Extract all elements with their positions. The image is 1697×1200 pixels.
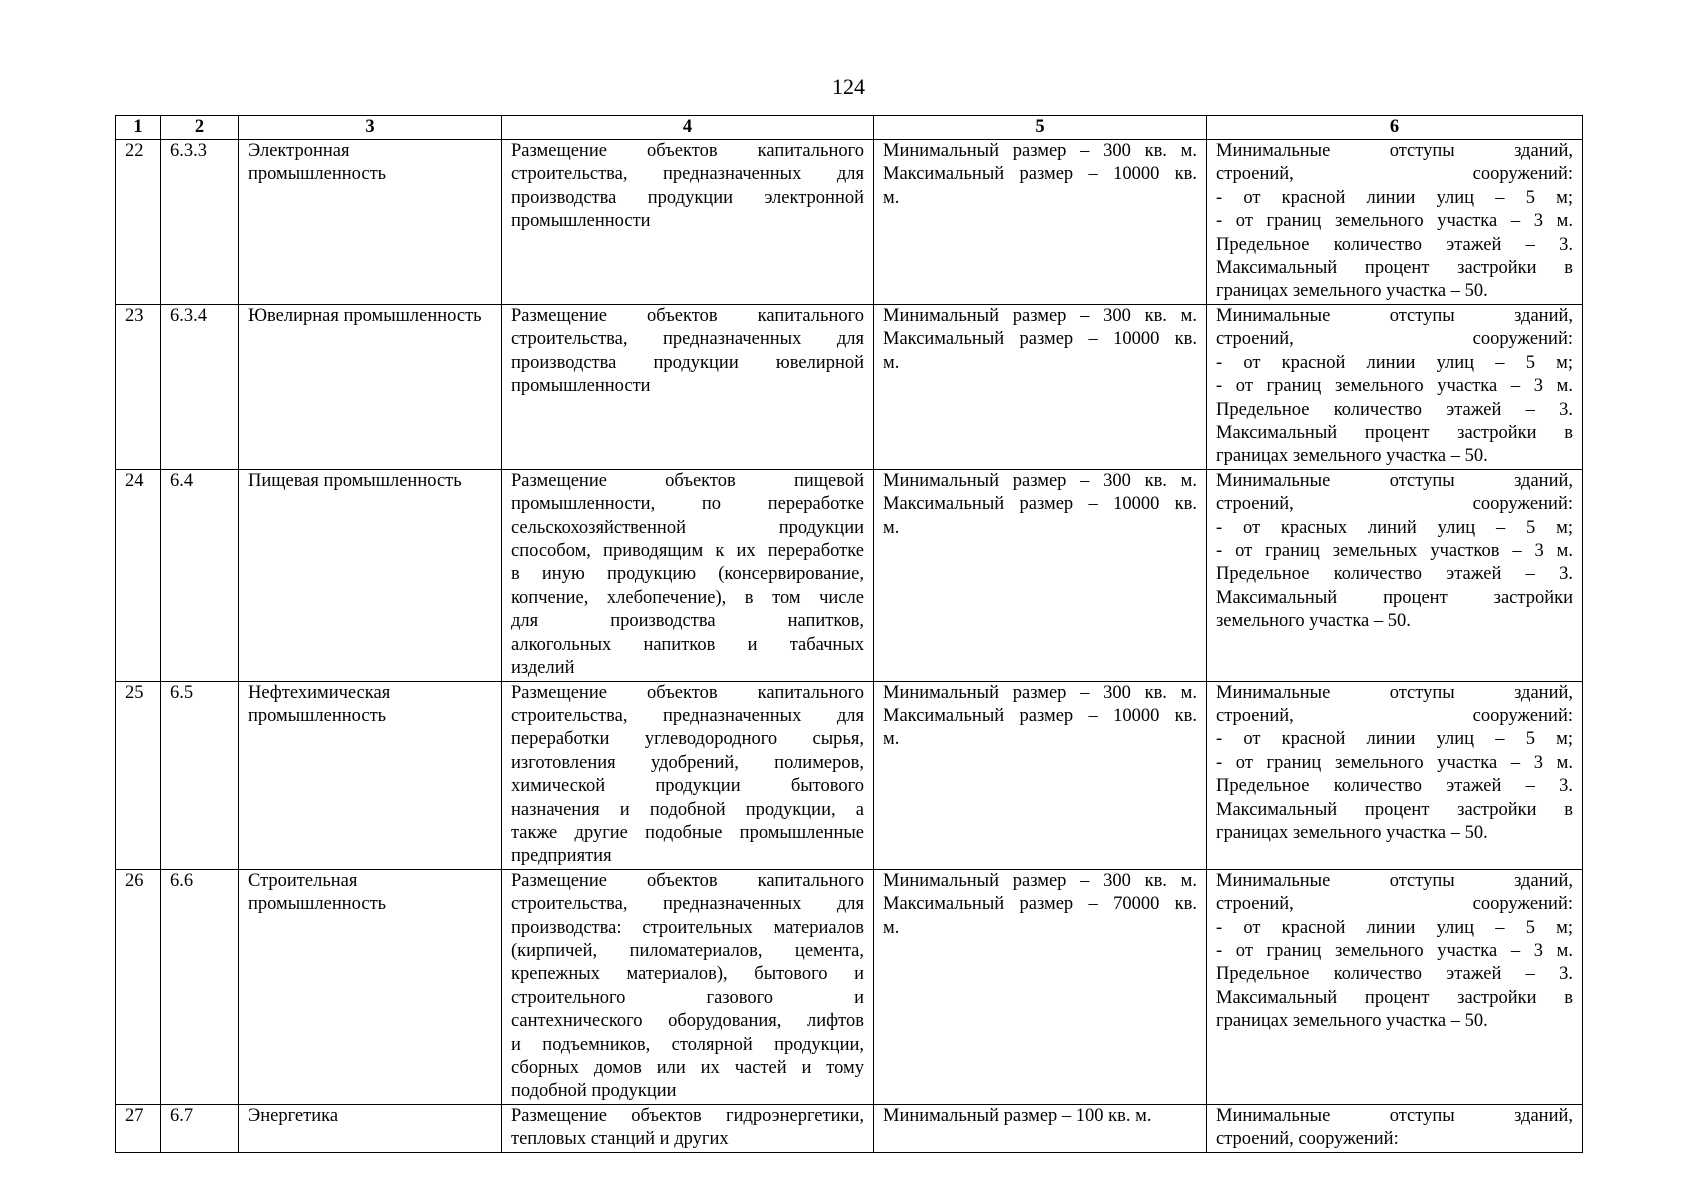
classification-code-cell: 6.6 — [161, 869, 239, 1104]
row-number-cell: 26 — [116, 869, 161, 1104]
build-param-line: Минимальные отступы зданий, — [1216, 682, 1573, 703]
header-row — [116, 116, 1583, 140]
description-line: предприятия — [511, 846, 612, 867]
build-param-line: - от границ земельного участка – 3 м. — [1216, 940, 1573, 961]
description-line: Размещение объектов капитального — [511, 870, 864, 891]
description-line: изготовления удобрений, полимеров, — [511, 752, 864, 773]
use-name-cell: Строительная промышленность — [239, 869, 502, 1104]
land-use-table — [115, 115, 1583, 1153]
classification-code-cell: 6.3.3 — [161, 140, 239, 305]
classification-code-cell: 6.7 — [161, 1104, 239, 1152]
row-number-cell: 25 — [116, 681, 161, 869]
plot-size-line: Максимальный размер – 10000 кв. — [883, 705, 1197, 726]
table-row — [116, 1104, 1583, 1152]
classification-code-cell: 6.5 — [161, 681, 239, 869]
plot-size-line: м. — [883, 917, 900, 938]
row-number-cell: 23 — [116, 305, 161, 470]
description-cell — [502, 140, 874, 305]
description-line: изделий — [511, 658, 575, 679]
description-line: сборных домов или их частей и тому — [511, 1058, 864, 1078]
plot-size-line: Минимальный размер – 300 кв. м. — [883, 682, 1197, 703]
description-cell — [502, 869, 874, 1104]
build-param-line: Предельное количество этажей – 3. — [1216, 234, 1573, 255]
description-line: Размещение объектов капитального — [511, 682, 864, 703]
build-param-line: строений, сооружений: — [1216, 705, 1573, 726]
description-line: тепловых станций и других — [511, 1129, 729, 1150]
use-name-cell: Электронная промышленность — [239, 140, 502, 305]
build-param-line: - от красной линии улиц – 5 м; — [1216, 352, 1573, 373]
description-line: строительства, предназначенных для — [511, 705, 864, 726]
plot-size-line: Минимальный размер – 300 кв. м. — [883, 306, 1197, 326]
description-cell — [502, 1104, 874, 1152]
build-param-line: строений, сооружений: — [1216, 164, 1573, 185]
plot-size-line: Минимальный размер – 300 кв. м. — [883, 470, 1197, 491]
build-param-line: земельного участка – 50. — [1216, 611, 1411, 632]
build-param-line: Предельное количество этажей – 3. — [1216, 399, 1573, 420]
plot-size-cell — [874, 1104, 1207, 1152]
plot-size-line: м. — [883, 517, 900, 538]
build-params-cell — [1207, 681, 1583, 869]
use-name-cell: Энергетика — [239, 1104, 502, 1152]
build-param-line: - от красной линии улиц – 5 м; — [1216, 187, 1573, 208]
build-param-line: - от границ земельного участка – 3 м. — [1216, 211, 1573, 232]
description-line: промышленности, по переработке — [511, 494, 864, 515]
build-param-line: Максимальный процент застройки в — [1216, 423, 1573, 444]
plot-size-cell — [874, 681, 1207, 869]
build-param-line: строений, сооружений: — [1216, 494, 1573, 515]
build-param-line: - от красной линии улиц – 5 м; — [1216, 917, 1573, 938]
description-line: Размещение объектов капитального — [511, 306, 864, 326]
description-line: в иную продукцию (консервирование, — [511, 564, 864, 585]
description-cell — [502, 305, 874, 470]
description-line: способом, приводящим к их переработке — [511, 541, 864, 562]
build-param-line: Максимальный процент застройки в — [1216, 987, 1573, 1008]
plot-size-line: Максимальный размер – 10000 кв. — [883, 494, 1197, 515]
row-number-cell: 27 — [116, 1104, 161, 1152]
description-line: строительства, предназначенных для — [511, 164, 864, 185]
build-params-cell — [1207, 469, 1583, 681]
use-name-cell: Ювелирная промышленность — [239, 305, 502, 470]
header-col-1: 1 — [116, 116, 161, 140]
build-param-line: - от границ земельных участков – 3 м. — [1216, 541, 1573, 562]
plot-size-line: м. — [883, 187, 900, 208]
description-line: подобной продукции — [511, 1081, 677, 1102]
table-row — [116, 869, 1583, 1104]
build-param-line: границах земельного участка – 50. — [1216, 822, 1488, 843]
build-param-line: - от границ земельного участка – 3 м. — [1216, 376, 1573, 397]
build-param-line: Максимальный процент застройки в — [1216, 799, 1573, 820]
use-name-cell: Нефтехимическая промышленность — [239, 681, 502, 869]
plot-size-line: Максимальный размер – 70000 кв. — [883, 894, 1197, 915]
build-params-cell — [1207, 1104, 1583, 1152]
plot-size-line: Максимальный размер – 10000 кв. — [883, 164, 1197, 185]
build-param-line: Минимальные отступы зданий, — [1216, 141, 1573, 161]
row-number-cell: 22 — [116, 140, 161, 305]
description-line: строительства, предназначенных для — [511, 329, 864, 350]
description-line: строительства, предназначенных для — [511, 894, 864, 915]
description-line: промышленности — [511, 211, 651, 232]
description-line: производства: строительных материалов — [511, 917, 864, 938]
build-param-line: - от красной линии улиц – 5 м; — [1216, 729, 1573, 750]
table-row — [116, 140, 1583, 305]
plot-size-line: Минимальный размер – 300 кв. м. — [883, 141, 1197, 161]
build-param-line: Минимальные отступы зданий, — [1216, 1105, 1573, 1126]
description-line: производства продукции электронной — [511, 187, 864, 208]
description-line: сельскохозяйственной продукции — [511, 517, 864, 538]
classification-code-cell: 6.3.4 — [161, 305, 239, 470]
build-param-line: границах земельного участка – 50. — [1216, 446, 1488, 467]
table-body — [116, 140, 1583, 1153]
plot-size-cell — [874, 469, 1207, 681]
use-name-cell: Пищевая промышленность — [239, 469, 502, 681]
plot-size-line: Минимальный размер – 300 кв. м. — [883, 870, 1197, 891]
build-param-line: строений, сооружений: — [1216, 1129, 1399, 1150]
build-param-line: Предельное количество этажей – 3. — [1216, 564, 1573, 585]
header-col-5: 5 — [874, 116, 1207, 140]
description-line: назначения и подобной продукции, а — [511, 799, 864, 820]
description-line: промышленности — [511, 376, 651, 397]
row-number-cell: 24 — [116, 469, 161, 681]
plot-size-line: Минимальный размер – 100 кв. м. — [883, 1105, 1152, 1126]
build-params-cell — [1207, 305, 1583, 470]
description-line: сантехнического оборудования, лифтов — [511, 1011, 864, 1032]
plot-size-cell — [874, 305, 1207, 470]
build-params-cell — [1207, 140, 1583, 305]
table-row — [116, 681, 1583, 869]
description-cell — [502, 681, 874, 869]
plot-size-line: Максимальный размер – 10000 кв. — [883, 329, 1197, 350]
plot-size-cell — [874, 869, 1207, 1104]
build-param-line: Минимальные отступы зданий, — [1216, 870, 1573, 891]
description-line: для производства напитков, — [511, 611, 864, 632]
description-line: строительного газового и — [511, 987, 864, 1008]
description-line: крепежных материалов), бытового и — [511, 964, 864, 985]
classification-code-cell: 6.4 — [161, 469, 239, 681]
build-param-line: - от границ земельного участка – 3 м. — [1216, 752, 1573, 773]
table-row — [116, 469, 1583, 681]
description-line: производства продукции ювелирной — [511, 352, 864, 373]
build-params-cell — [1207, 869, 1583, 1104]
description-line: Размещение объектов пищевой — [511, 470, 864, 491]
plot-size-cell — [874, 140, 1207, 305]
header-col-3: 3 — [239, 116, 502, 140]
build-param-line: строений, сооружений: — [1216, 329, 1573, 350]
description-line: также другие подобные промышленные — [511, 822, 864, 843]
page-number: 124 — [832, 74, 865, 99]
description-line: и подъемников, столярной продукции, — [511, 1034, 864, 1055]
build-param-line: Минимальные отступы зданий, — [1216, 306, 1573, 326]
description-line: алкогольных напитков и табачных — [511, 634, 864, 655]
build-param-line: Предельное количество этажей – 3. — [1216, 776, 1573, 797]
plot-size-line: м. — [883, 729, 900, 750]
build-param-line: границах земельного участка – 50. — [1216, 281, 1488, 302]
build-param-line: Предельное количество этажей – 3. — [1216, 964, 1573, 985]
description-cell — [502, 469, 874, 681]
header-col-2: 2 — [161, 116, 239, 140]
build-param-line: строений, сооружений: — [1216, 894, 1573, 915]
build-param-line: Максимальный процент застройки в — [1216, 258, 1573, 279]
description-line: копчение, хлебопечение), в том числе — [511, 587, 864, 608]
description-line: Размещение объектов капитального — [511, 141, 864, 161]
build-param-line: границах земельного участка – 50. — [1216, 1011, 1488, 1032]
plot-size-line: м. — [883, 352, 900, 373]
build-param-line: Максимальный процент застройки — [1216, 587, 1573, 608]
description-line: Размещение объектов гидроэнергетики, — [511, 1105, 864, 1126]
build-param-line: - от красных линий улиц – 5 м; — [1216, 517, 1573, 538]
build-param-line: Минимальные отступы зданий, — [1216, 470, 1573, 491]
description-line: химической продукции бытового — [511, 776, 864, 797]
header-col-4: 4 — [502, 116, 874, 140]
description-line: переработки углеводородного сырья, — [511, 729, 864, 750]
table-row — [116, 305, 1583, 470]
description-line: (кирпичей, пиломатериалов, цемента, — [511, 940, 864, 961]
header-col-6: 6 — [1207, 116, 1583, 140]
